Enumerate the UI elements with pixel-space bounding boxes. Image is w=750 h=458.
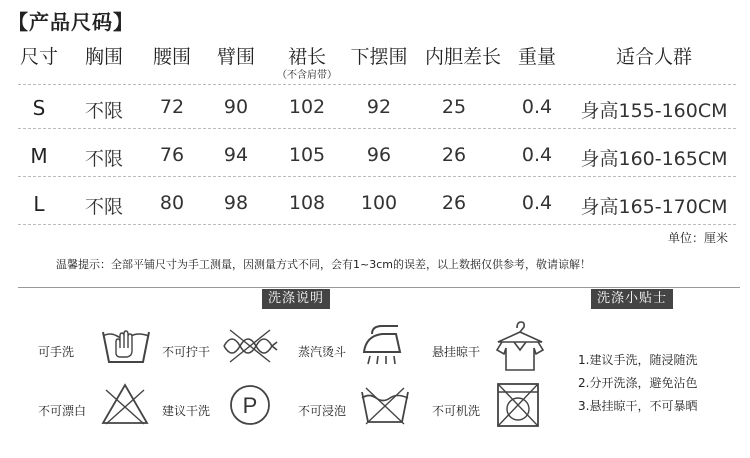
care-label: 不可漂白 bbox=[38, 404, 87, 418]
col-header-hem: 下摆围 bbox=[350, 46, 408, 68]
col-header-chest: 胸围 bbox=[84, 46, 124, 68]
cell-waist: 72 bbox=[159, 96, 185, 118]
cell-chest: 不限 bbox=[84, 196, 124, 218]
page-title: 【产品尺码】 bbox=[8, 10, 134, 34]
col-header-length-note: （不含肩带） bbox=[277, 70, 337, 81]
dry-clean-letter: P bbox=[242, 393, 258, 418]
cell-length: 102 bbox=[288, 96, 326, 118]
col-header-arm: 臂围 bbox=[216, 46, 256, 68]
cell-size: M bbox=[30, 144, 48, 168]
cell-chest: 不限 bbox=[84, 148, 124, 170]
col-header-fit: 适合人群 bbox=[615, 46, 693, 68]
cell-fit: 身高165-170CM bbox=[580, 196, 728, 218]
cell-lining: 26 bbox=[441, 144, 467, 166]
cell-arm: 90 bbox=[223, 96, 249, 118]
cell-weight: 0.4 bbox=[521, 96, 553, 118]
care-label: 建议干洗 bbox=[162, 404, 211, 418]
cell-hem: 100 bbox=[360, 192, 398, 214]
cell-waist: 80 bbox=[159, 192, 185, 214]
measurement-notice: 温馨提示：全部平铺尺寸为手工测量，因测量方式不同，会有1~3cm的误差，以上数据仅供参考，敬请谅解！ bbox=[56, 258, 591, 271]
col-header-weight: 重量 bbox=[517, 46, 557, 68]
wash-tip: 2.分开洗涤，避免沾色 bbox=[578, 376, 698, 390]
row-divider bbox=[18, 224, 736, 225]
cell-lining: 25 bbox=[441, 96, 467, 118]
cell-size: L bbox=[33, 192, 45, 216]
cell-hem: 92 bbox=[366, 96, 392, 118]
steam-iron-icon bbox=[358, 322, 408, 370]
col-header-lining: 内胆差长 bbox=[424, 46, 502, 68]
hang-dry-icon bbox=[494, 318, 546, 374]
unit-note: 单位：厘米 bbox=[667, 231, 728, 245]
cell-arm: 94 bbox=[223, 144, 249, 166]
no-soak-icon bbox=[358, 382, 412, 428]
row-divider bbox=[18, 128, 736, 129]
cell-length: 108 bbox=[288, 192, 326, 214]
no-bleach-icon bbox=[100, 382, 150, 428]
col-header-size: 尺寸 bbox=[19, 46, 59, 68]
cell-lining: 26 bbox=[441, 192, 467, 214]
hand-wash-icon bbox=[100, 320, 152, 366]
care-label: 蒸汽烫斗 bbox=[298, 345, 347, 359]
care-label: 不可拧干 bbox=[162, 345, 211, 359]
row-divider bbox=[18, 176, 736, 177]
wash-tip: 3.悬挂晾干，不可暴晒 bbox=[578, 399, 698, 413]
cell-weight: 0.4 bbox=[521, 192, 553, 214]
cell-weight: 0.4 bbox=[521, 144, 553, 166]
cell-fit: 身高155-160CM bbox=[580, 100, 728, 122]
cell-length: 105 bbox=[288, 144, 326, 166]
no-machine-wash-icon bbox=[494, 380, 542, 430]
cell-fit: 身高160-165CM bbox=[580, 148, 728, 170]
care-label: 悬挂晾干 bbox=[432, 345, 481, 359]
row-divider bbox=[18, 84, 736, 85]
dry-clean-icon bbox=[228, 383, 272, 427]
cell-size: S bbox=[32, 96, 46, 120]
section-divider bbox=[18, 287, 740, 288]
col-header-length: 裙长 bbox=[287, 46, 327, 68]
col-header-waist: 腰围 bbox=[152, 46, 192, 68]
cell-hem: 96 bbox=[366, 144, 392, 166]
wash-tips-heading: 洗涤小贴士 bbox=[591, 289, 673, 309]
wash-instructions-heading: 洗涤说明 bbox=[262, 289, 330, 309]
cell-waist: 76 bbox=[159, 144, 185, 166]
care-label: 不可浸泡 bbox=[298, 404, 347, 418]
no-wring-icon bbox=[222, 326, 278, 366]
cell-arm: 98 bbox=[223, 192, 249, 214]
cell-chest: 不限 bbox=[84, 100, 124, 122]
care-label: 不可机洗 bbox=[432, 404, 481, 418]
care-label: 可手洗 bbox=[38, 345, 75, 359]
wash-tip: 1.建议手洗，随浸随洗 bbox=[578, 353, 698, 367]
